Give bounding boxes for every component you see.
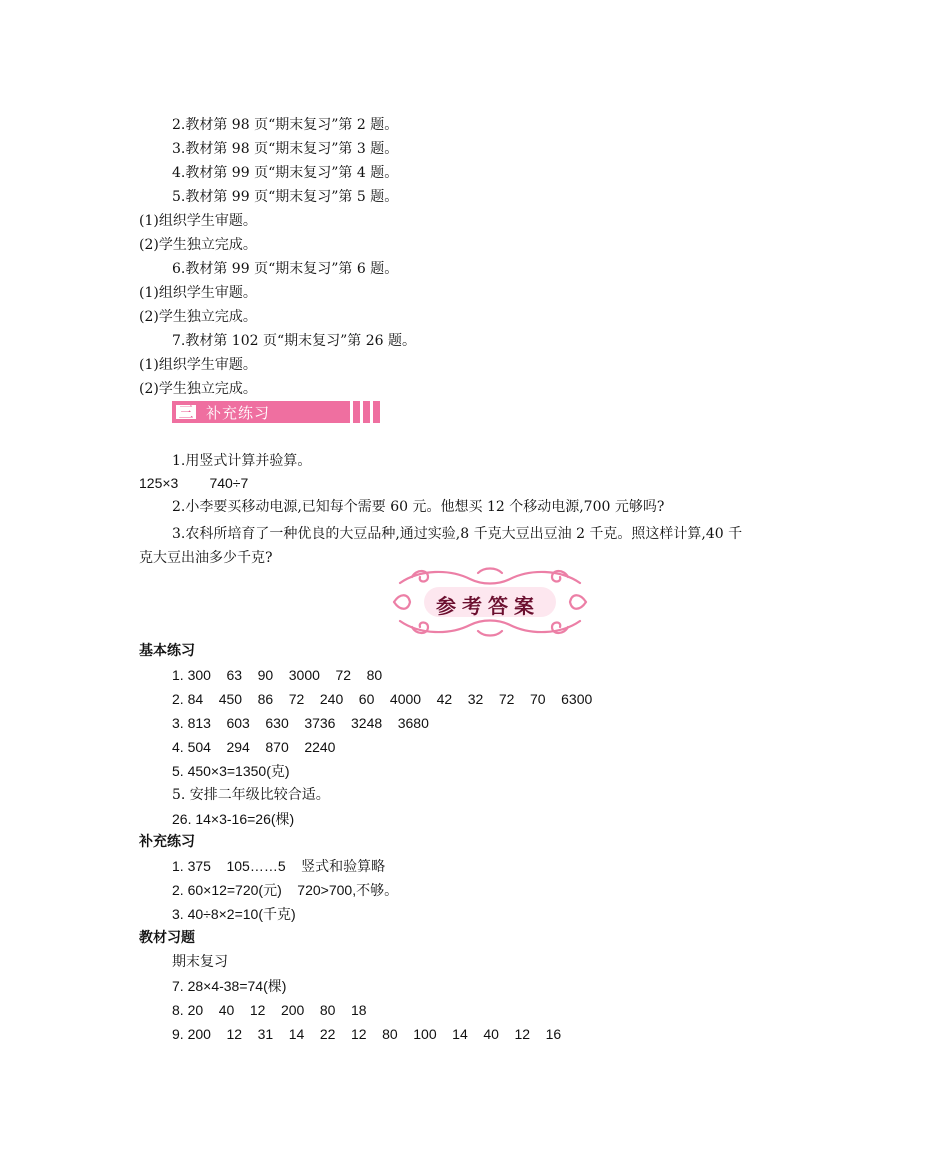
answer-logo-text: 参考答案 <box>436 594 540 618</box>
section-number-box <box>174 403 198 421</box>
answers-basic-heading: 基本练习 <box>139 643 195 659</box>
exercise-q1-items: 125×3 740÷7 <box>139 475 249 491</box>
text-line: (1)组织学生审题。 <box>139 285 257 301</box>
answer-line: 2. 84 450 86 72 240 60 4000 42 32 72 70 6300 <box>172 691 593 707</box>
text-line: (2)学生独立完成。 <box>139 237 257 253</box>
text-line: 6.教材第 99 页“期末复习”第 6 题。 <box>172 261 399 277</box>
exercise-q3-cont: 克大豆出油多少千克? <box>139 550 273 566</box>
answer-line: 26. 14×3-16=26(棵) <box>172 811 295 827</box>
answers-textbook-heading: 教材习题 <box>139 930 195 946</box>
text-line: 7.教材第 102 页“期末复习”第 26 题。 <box>172 333 417 349</box>
answer-line: 9. 200 12 31 14 22 12 80 100 14 40 12 16 <box>172 1026 562 1042</box>
text-line: 3.教材第 98 页“期末复习”第 3 题。 <box>172 141 399 157</box>
text-line: 4.教材第 99 页“期末复习”第 4 题。 <box>172 165 399 181</box>
answer-line: 期末复习 <box>172 954 228 970</box>
stripe-decoration-icon <box>346 401 380 423</box>
answer-line: 4. 504 294 870 2240 <box>172 739 336 755</box>
answer-line: 5. 450×3=1350(克) <box>172 763 290 779</box>
exercise-q3: 3.农科所培育了一种优良的大豆品种,通过实验,8 千克大豆出豆油 2 千克。照这样计算,40 千 <box>172 526 743 542</box>
exercise-q1: 1.用竖式计算并验算。 <box>172 453 312 469</box>
text-line: (1)组织学生审题。 <box>139 213 257 229</box>
answer-line: 3. 813 603 630 3736 3248 3680 <box>172 715 429 731</box>
text-line: (1)组织学生审题。 <box>139 357 257 373</box>
answer-line: 3. 40÷8×2=10(千克) <box>172 906 296 922</box>
text-line: (2)学生独立完成。 <box>139 309 257 325</box>
answers-supp-heading: 补充练习 <box>139 834 195 850</box>
answer-line: 2. 60×12=720(元) 720>700,不够。 <box>172 882 399 898</box>
text-line: 5.教材第 99 页“期末复习”第 5 题。 <box>172 189 399 205</box>
answer-line: 5. 安排二年级比较合适。 <box>172 787 330 803</box>
text-line: (2)学生独立完成。 <box>139 381 257 397</box>
answer-line: 1. 375 105……5 竖式和验算略 <box>172 858 386 874</box>
exercise-q2: 2.小李要买移动电源,已知每个需要 60 元。他想买 12 个移动电源,700 元够吗? <box>172 499 665 515</box>
section-number: 三 <box>178 403 194 421</box>
answer-line: 8. 20 40 12 200 80 18 <box>172 1002 367 1018</box>
section-title: 补充练习 <box>206 403 271 422</box>
text-line: 2.教材第 98 页“期末复习”第 2 题。 <box>172 117 399 133</box>
section-banner <box>172 401 380 423</box>
answer-line: 1. 300 63 90 3000 72 80 <box>172 667 383 683</box>
answer-line: 7. 28×4-38=74(棵) <box>172 978 287 994</box>
